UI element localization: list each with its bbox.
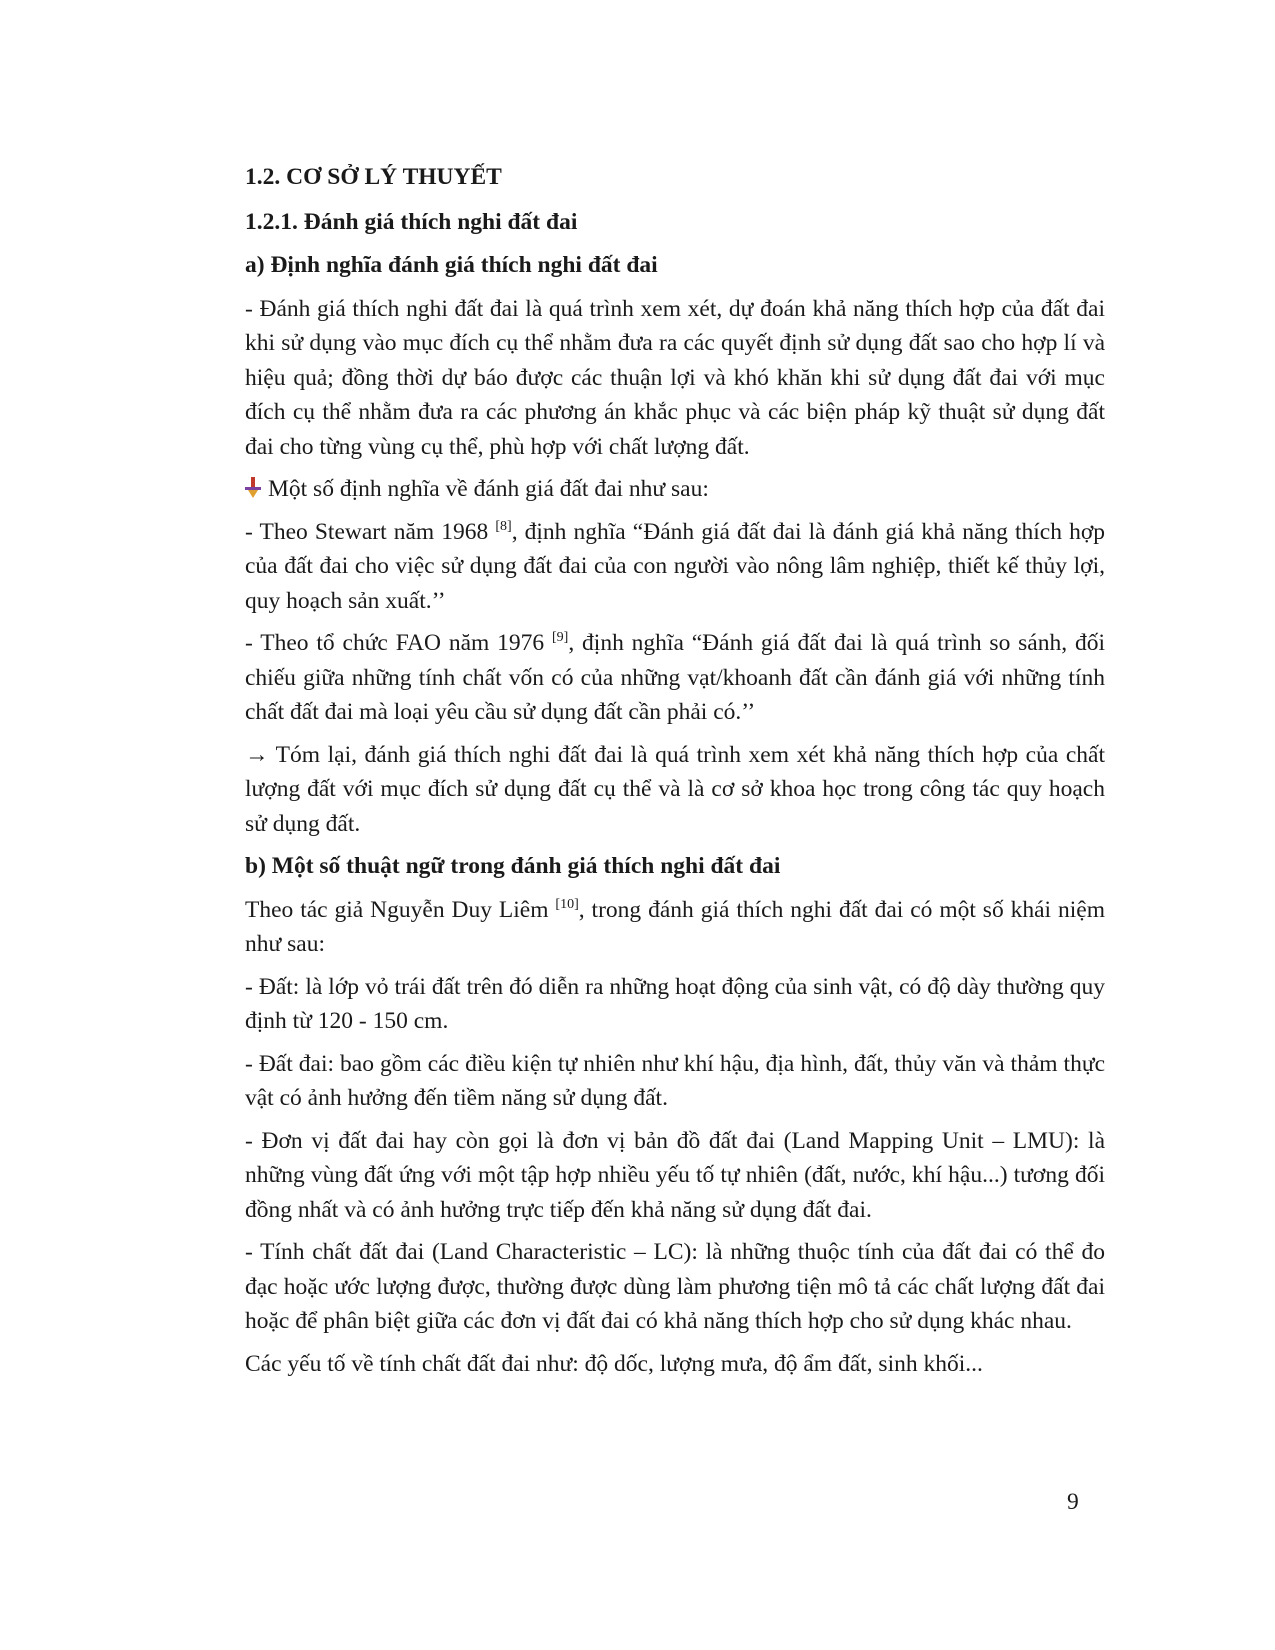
document-page xyxy=(245,160,1105,1389)
fao-text-end: , định nghĩa “Đánh giá đất đai là quá trình so sánh, đối chiếu giữa những tính chất vốn có của những vạt/khoanh đất cần đánh giá với những tính chất đất đai mà loại yêu cầu sử dụng đất cần phải có.’’ xyxy=(245,630,1105,725)
part-a-title: a) Định nghĩa đánh giá thích nghi đất đai xyxy=(245,252,658,278)
stewart-citation: [8] xyxy=(495,518,512,534)
stewart-text-end: , định nghĩa “Đánh giá đất đai là đánh giá khả năng thích hợp của đất đai cho việc sử dụng đất đai của con người vào nông lâm nghiệp, thiết kế thủy lợi, quy hoạch sản xuất.’’ xyxy=(245,518,1105,614)
intro-text-end: , trong đánh giá thích nghi đất đai có một số khái niệm như sau: xyxy=(245,896,1106,957)
part-a-summary: → Tóm lại, đánh giá thích nghi đất đai là quá trình xem xét khả năng thích hợp của chất lượng đất với mục đích sử dụng đất cụ thể và là cơ sở khoa học trong công tác quy hoạch sử dụng đất. xyxy=(245,741,1105,837)
subsection-heading: 1.2.1. Đánh giá thích nghi đất đai xyxy=(245,208,578,235)
part-a-paragraph-1: - Đánh giá thích nghi đất đai là quá trình xem xét, dự đoán khả năng thích hợp của đất đai khi sử dụng vào mục đích cụ thể nhằm đưa ra các quyết định sử dụng đất sao cho hợp lí và hiệu quả; đồng thời dự báo được các thuận lợi và khó khăn khi sử dụng đất đai với mục đích cụ thể nhằm đưa ra các phương án khắc phục và các biện pháp kỹ thuật sử dụng đất đai cho từng vùng cụ thể, phù hợp với chất lượng đất. xyxy=(245,295,1105,460)
part-b-intro xyxy=(245,893,1105,962)
part-a-paragraph-stewart xyxy=(245,515,1105,619)
intro-citation: [10] xyxy=(555,896,579,912)
definition-lc: - Tính chất đất đai (Land Characteristic – LC): là những thuộc tính của đất đai có thể đo đạc hoặc ước lượng được, thường được dùng làm phương tiện mô tả các chất lượng đất đai hoặc để phân biệt giữa các đơn vị đất đai có khả năng thích hợp cho sử dụng khác nhau. xyxy=(245,1239,1105,1334)
section-heading: 1.2. CƠ SỞ LÝ THUYẾT xyxy=(245,164,502,190)
part-a-paragraph-fao xyxy=(245,626,1105,730)
down-arrow-bullet-icon xyxy=(245,477,261,499)
definition-lmu: - Đơn vị đất đai hay còn gọi là đơn vị bản đồ đất đai (Land Mapping Unit – LMU): là những vùng đất ứng với một tập hợp nhiều yếu tố tự nhiên (đất, nước, khí hậu...) tương đối đồng nhất và có ảnh hưởng trực tiếp đến khả năng sử dụng đất đai. xyxy=(245,1127,1105,1223)
land-characteristic-factors: Các yếu tố về tính chất đất đai như: độ dốc, lượng mưa, độ ẩm đất, sinh khối... xyxy=(245,1350,983,1377)
page-number: 9 xyxy=(1067,1489,1079,1515)
bullet-text: Một số định nghĩa về đánh giá đất đai như sau: xyxy=(268,476,709,502)
intro-text-start: Theo tác giả Nguyễn Duy Liêm xyxy=(245,896,556,923)
part-a-bullet-line xyxy=(245,472,1105,507)
definition-dat-dai: - Đất đai: bao gồm các điều kiện tự nhiên như khí hậu, địa hình, đất, thủy văn và thảm thực vật có ảnh hưởng đến tiềm năng sử dụng đất. xyxy=(245,1050,1105,1111)
fao-citation: [9] xyxy=(552,630,569,645)
fao-text-start: - Theo tổ chức FAO năm 1976 xyxy=(245,630,552,656)
stewart-text-start: - Theo Stewart năm 1968 xyxy=(245,518,496,545)
definition-dat: - Đất: là lớp vỏ trái đất trên đó diễn ra những hoạt động của sinh vật, có độ dày thường quy định từ 120 - 150 cm. xyxy=(245,973,1105,1034)
part-b-title: b) Một số thuật ngữ trong đánh giá thích nghi đất đai xyxy=(245,853,781,879)
